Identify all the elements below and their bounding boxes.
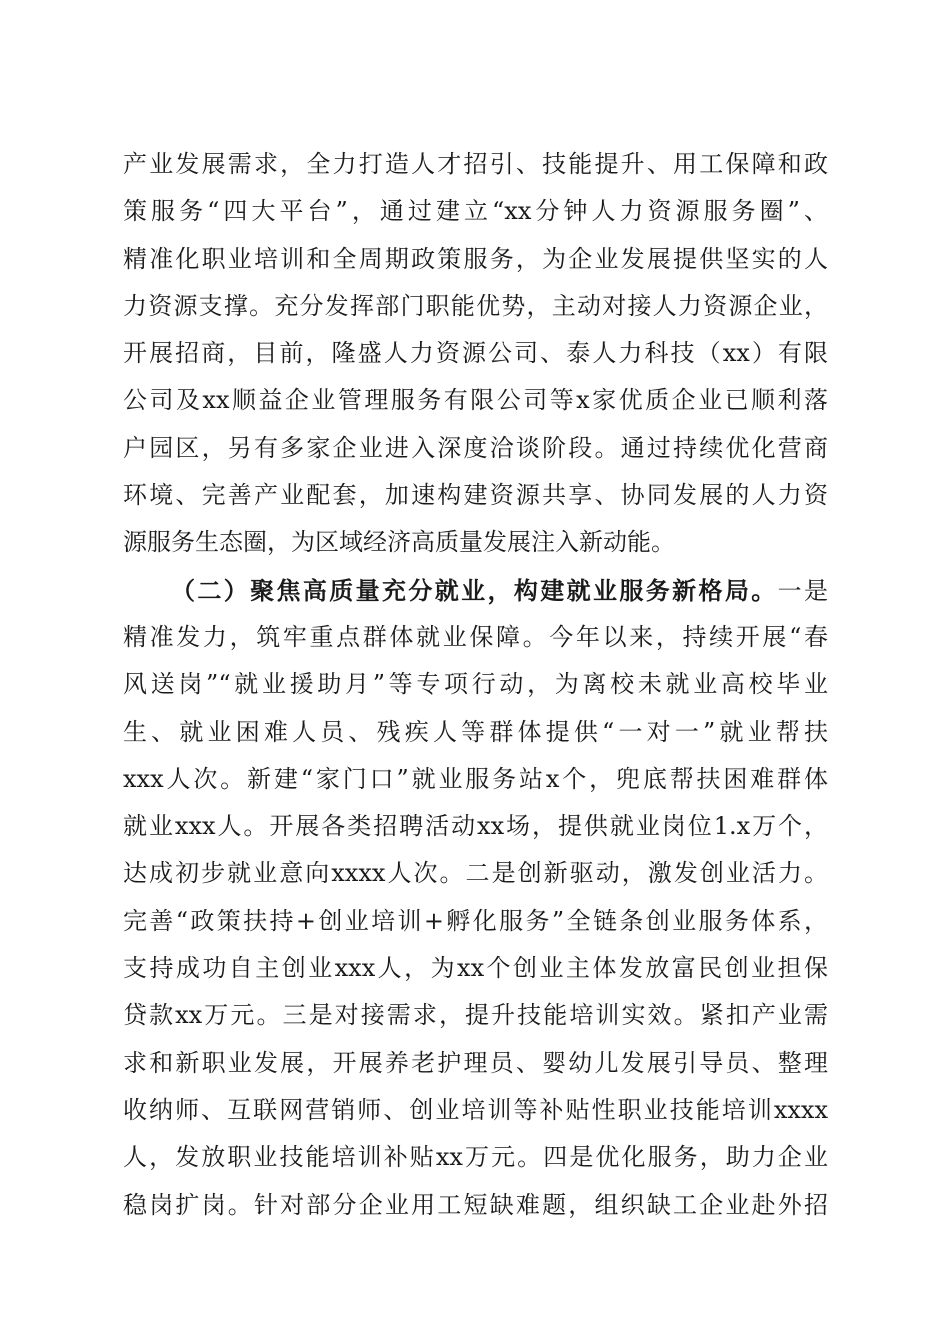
paragraph-1-line: 策服务“四大平台”，通过建立“xx分钟人力资源服务圈”、 [123,197,828,226]
paragraph-2-line: 达成初步就业意向xxxx人次。二是创新驱动，激发创业活力。 [123,859,828,888]
paragraph-2-line: 人，发放职业技能培训补贴xx万元。四是优化服务，助力企业 [123,1143,828,1172]
paragraph-1-line: 户园区，另有多家企业进入深度洽谈阶段。通过持续优化营商 [123,433,828,462]
paragraph-1-line: 力资源支撑。充分发挥部门职能优势，主动对接人力资源企业， [123,291,828,320]
paragraph-2-line: 支持成功自主创业xxx人，为xx个创业主体发放富民创业担保 [123,954,828,983]
paragraph-2-line: xxx人次。新建“家门口”就业服务站x个，兜底帮扶困难群体 [123,764,828,793]
paragraph-1-line: 源服务生态圈，为区域经济高质量发展注入新动能。 [123,528,675,557]
paragraph-2-line: 就业xxx人。开展各类招聘活动xx场，提供就业岗位1.x万个， [123,812,828,841]
paragraph-2-line: 贷款xx万元。三是对接需求，提升技能培训实效。紧扣产业需 [123,1001,828,1030]
paragraph-2-first-line [123,567,828,614]
paragraph-2-line: 收纳师、互联网营销师、创业培训等补贴性职业技能培训xxxx [123,1095,828,1124]
body-text [123,141,828,1229]
paragraph-2-first-line-rest: 一是 [777,576,828,605]
paragraph-2-line: 精准发力，筑牢重点群体就业保障。今年以来，持续开展“春 [123,622,828,651]
paragraph-1-line: 产业发展需求，全力打造人才招引、技能提升、用工保障和政 [123,150,828,178]
section-heading: （二）聚焦高质量充分就业，构建就业服务新格局。 [171,575,778,605]
paragraph-1-line: 开展招商，目前，隆盛人力资源公司、泰人力科技（xx）有限 [123,339,828,368]
paragraph-1-line: 精准化职业培训和全周期政策服务，为企业发展提供坚实的人 [123,244,828,273]
paragraph-1-line: 公司及xx顺益企业管理服务有限公司等x家优质企业已顺利落 [123,386,828,415]
paragraph-2-line: 生、就业困难人员、残疾人等群体提供“一对一”就业帮扶 [123,717,828,746]
paragraph-2-line: 完善“政策扶持+创业培训+孵化服务”全链条创业服务体系， [123,906,828,935]
paragraph-2-line: 求和新职业发展，开展养老护理员、婴幼儿发展引导员、整理 [123,1048,828,1077]
paragraph-1-line: 环境、完善产业配套，加速构建资源共享、协同发展的人力资 [123,481,828,510]
paragraph-2-line: 稳岗扩岗。针对部分企业用工短缺难题，组织缺工企业赴外招 [123,1190,828,1219]
paragraph-2-line: 风送岗”“就业援助月”等专项行动，为离校未就业高校毕业 [123,670,828,699]
